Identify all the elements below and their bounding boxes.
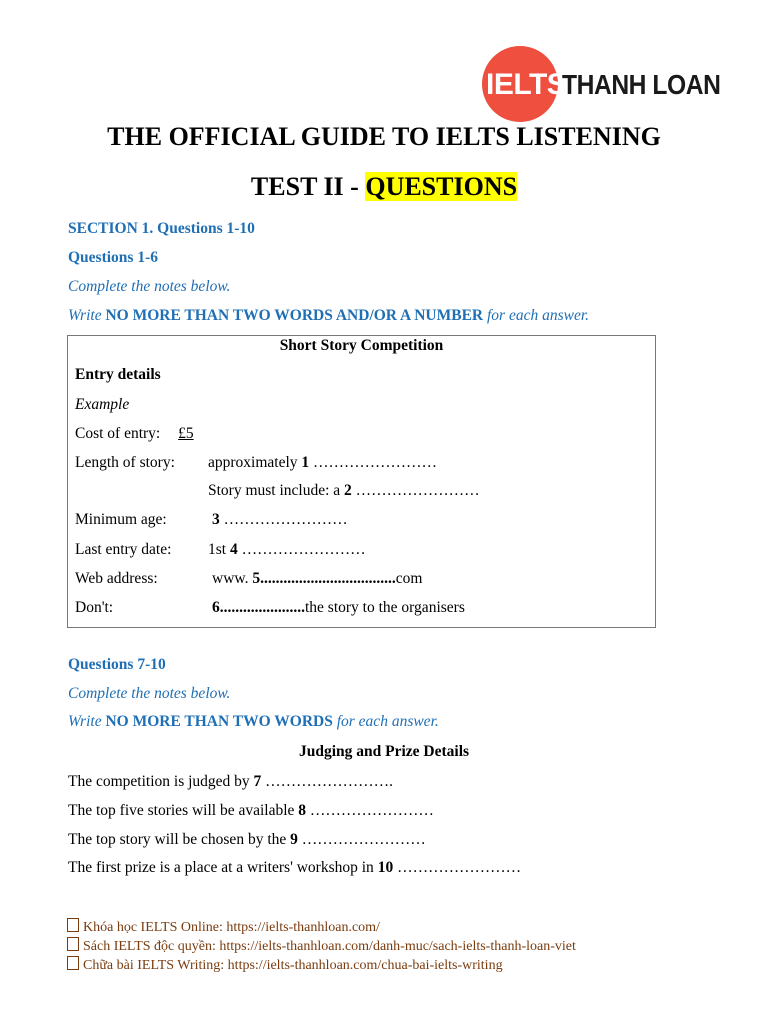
questions-1-6-heading: Questions 1-6 (68, 249, 158, 266)
q2-pre: Story must include: a (208, 482, 345, 499)
page-title: THE OFFICIAL GUIDE TO IELTS LISTENING (107, 122, 661, 151)
footer-link-text: Sách IELTS độc quyền: https://ielts-thanhloan.com/danh-muc/sach-ielts-thanh-loan-viet (83, 939, 576, 954)
instruction-word-limit-2 (68, 713, 439, 731)
q10-pre: The first prize is a place at a writers' workshop in (68, 859, 378, 876)
q4-blank: …………………… (237, 541, 366, 558)
footer-link-books[interactable] (67, 937, 576, 955)
q10-blank: …………………… (393, 859, 522, 876)
row-label-web-address: Web address: (75, 570, 158, 587)
cost-value: £5 (178, 425, 194, 442)
q1-pre: approximately (208, 454, 302, 471)
q2-blank: …………………… (351, 482, 480, 499)
write-suffix: for each answer. (483, 307, 590, 324)
q7-number: 7 (253, 773, 262, 790)
q2-number: 2 (344, 482, 352, 499)
questions-7-10-heading: Questions 7-10 (68, 656, 166, 673)
q3-blank: …………………… (219, 511, 348, 528)
entry-details-heading: Entry details (75, 366, 161, 383)
q4-pre: 1st (208, 541, 230, 558)
brand-logo (482, 46, 721, 122)
write-prefix-2: Write (68, 713, 106, 730)
q5-number: 5................................... (252, 570, 396, 587)
q1-blank: …………………… (309, 454, 438, 471)
logo-badge-text: IELTS (486, 68, 567, 101)
q7-blank: ……………………. (261, 773, 394, 790)
judging-heading: Judging and Prize Details (298, 743, 470, 760)
row-label-min-age: Minimum age: (75, 511, 167, 528)
q1-number: 1 (301, 454, 310, 471)
question-5 (212, 570, 422, 588)
write-suffix-2: for each answer. (332, 713, 439, 730)
write-limit-2: NO MORE THAN TWO WORDS (105, 713, 333, 730)
question-9 (68, 831, 426, 849)
page-subtitle (0, 172, 768, 202)
footer-link-writing[interactable] (67, 956, 503, 974)
instruction-complete-2: Complete the notes below. (68, 685, 231, 702)
subtitle-prefix: TEST II - (250, 172, 366, 201)
subtitle-highlight: QUESTIONS (365, 172, 518, 201)
footer-link-text: Chữa bài IELTS Writing: https://ielts-thanhloan.com/chua-bai-ielts-writing (83, 958, 503, 973)
q9-blank: …………………… (297, 831, 426, 848)
q8-pre: The top five stories will be available (68, 802, 299, 819)
q4-number: 4 (229, 541, 238, 558)
q10-number: 10 (377, 859, 394, 876)
instruction-word-limit (68, 307, 589, 325)
instruction-complete: Complete the notes below. (68, 278, 231, 295)
cost-of-entry-row (75, 425, 210, 443)
question-3 (212, 511, 348, 529)
notes-box (67, 335, 656, 628)
q5-post: com (395, 570, 423, 587)
q7-pre: The competition is judged by (68, 773, 254, 790)
bullet-box-icon (67, 918, 79, 932)
question-7 (68, 773, 393, 791)
row-label-dont: Don't: (75, 599, 114, 616)
q6-number: 6...................... (212, 599, 305, 616)
q9-number: 9 (290, 831, 298, 848)
bullet-box-icon (67, 956, 79, 970)
footer-link-text: Khóa học IELTS Online: https://ielts-thanhloan.com/ (83, 920, 380, 935)
q5-pre: www. (212, 570, 253, 587)
cost-label: Cost of entry: (75, 425, 161, 442)
logo-brand-name: THANH LOAN (562, 69, 721, 100)
write-limit: NO MORE THAN TWO WORDS AND/OR A NUMBER (105, 307, 484, 324)
question-6 (212, 599, 465, 617)
question-8 (68, 802, 434, 820)
question-1 (208, 454, 437, 472)
q3-number: 3 (212, 511, 220, 528)
q8-blank: …………………… (306, 802, 434, 819)
question-2 (208, 482, 480, 500)
bullet-box-icon (67, 937, 79, 951)
notes-title: Short Story Competition (279, 337, 444, 354)
q6-post: the story to the organisers (305, 599, 465, 616)
q8-number: 8 (298, 802, 307, 819)
row-label-last-entry: Last entry date: (75, 541, 172, 558)
example-label: Example (75, 396, 130, 413)
write-prefix: Write (68, 307, 106, 324)
footer-link-online-course[interactable] (67, 918, 380, 936)
question-10 (68, 859, 521, 877)
q9-pre: The top story will be chosen by the (68, 831, 291, 848)
row-label-length: Length of story: (75, 454, 175, 471)
question-4 (208, 541, 366, 559)
section-heading: SECTION 1. Questions 1-10 (68, 220, 255, 237)
